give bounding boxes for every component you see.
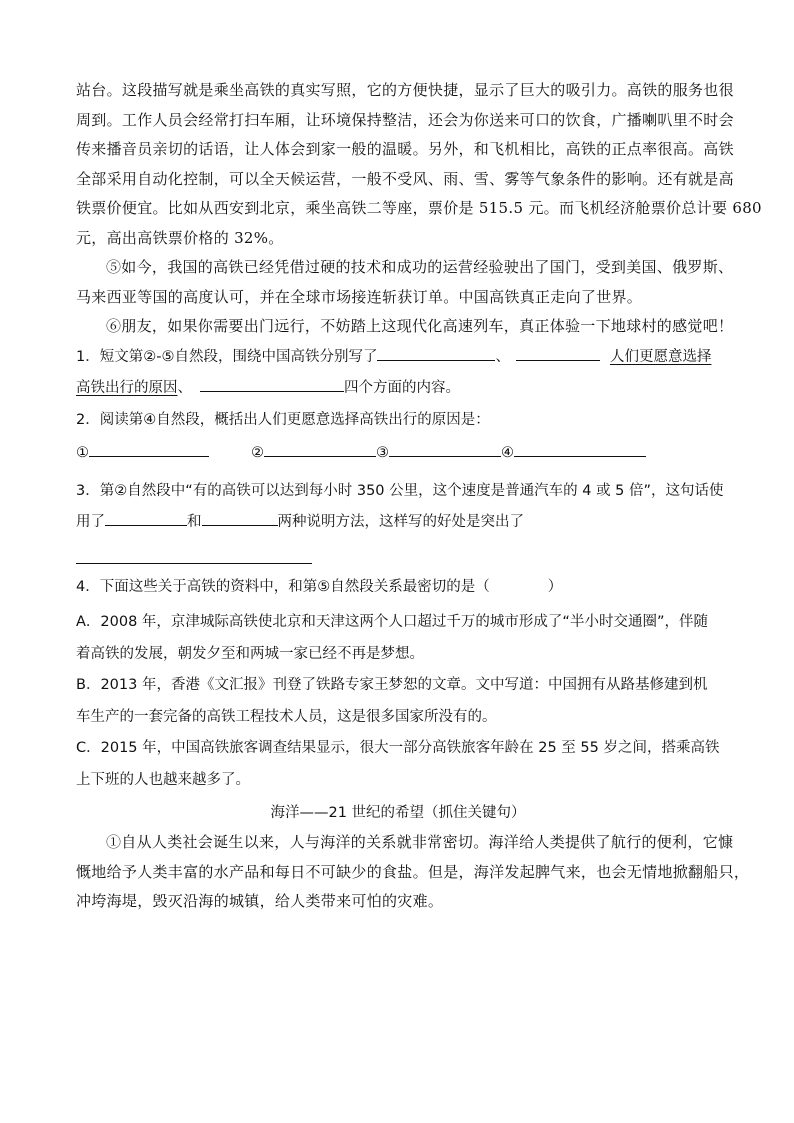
answer-blank[interactable] [389, 440, 501, 457]
passage-line: ①自从人类社会诞生以来，人与海洋的关系就非常密切。海洋给人类提供了航行的便利，它慷 [106, 833, 734, 851]
passage-2-title: 海洋——21 世纪的希望（抓住关键句） [270, 805, 526, 821]
passage-line: 全部采用自动化控制，可以全天候运营，一般不受风、雨、雪、雾等气象条件的影响。还有就是高 [76, 169, 734, 188]
question-3-cont [76, 507, 720, 539]
question-1 [76, 342, 720, 374]
question-3-text: 和 [187, 514, 202, 530]
passage-line: 元，高出高铁票价格的 32%。 [76, 228, 284, 247]
option-a[interactable]: A．2008 年，京津城际高铁使北京和天津这两个人口超过千万的城市形成了“半小时交通圈”，伴随 [76, 614, 708, 630]
question-3-text: 两种说明方法，这样写的好处是突出了 [277, 514, 524, 530]
passage-line: 冲垮海堤，毁灭沿海的城镇，给人类带来可怕的灾难。 [76, 892, 444, 910]
answer-mark-1: ① [76, 445, 89, 461]
answer-blank[interactable] [105, 509, 187, 526]
document-page [76, 76, 762, 917]
question-1-cont [76, 373, 720, 405]
passage-line: 慨地给予人类丰富的水产品和每日不可缺少的食盐。但是，海洋发起脾气来，也会无情地掀翻船只， [76, 862, 750, 881]
passage-paragraph-6: ⑥朋友，如果你需要出门远行，不妨踏上这现代化高速列车，真正体验一下地球村的感觉吧！ [106, 317, 734, 335]
answer-mark-2: ② [251, 445, 264, 461]
passage-line: 传来播音员亲切的话语，让人体会到家一般的温暖。另外，和飞机相比，高铁的正点率很高。高铁 [76, 140, 734, 158]
passage-line: 铁票价便宜。比如从西安到北京，乘坐高铁二等座，票价是 515.5 元。而飞机经济舱票价总计要 680 [76, 199, 762, 217]
passage-2-paragraph-1 [76, 828, 750, 917]
answer-blank[interactable] [264, 440, 376, 457]
answer-mark-4: ④ [501, 445, 514, 461]
question-2-answers [76, 438, 720, 470]
answer-blank[interactable] [516, 344, 600, 361]
passage-paragraph-4 [76, 76, 762, 253]
passage-line: 站台。这段描写就是乘坐高铁的真实写照，它的方便快捷，显示了巨大的吸引力。高铁的服务也很 [76, 81, 734, 99]
question-4: 4．下面这些关于高铁的资料中，和第⑤自然段关系最密切的是（ ） [76, 578, 563, 595]
option-a-cont: 着高铁的发展，朝发夕至和两城一家已经不再是梦想。 [76, 645, 424, 662]
answer-blank[interactable] [514, 440, 646, 457]
answer-blank[interactable] [89, 440, 209, 457]
question-3: 3．第②自然段中“有的高铁可以达到每小时 350 公里，这个速度是普通汽车的 4 或 5 倍”，这句话使 [76, 482, 724, 499]
question-1-text: 1．短文第②-⑤自然段，围绕中国高铁分别写了 [76, 348, 378, 365]
answer-blank[interactable] [202, 509, 278, 526]
given-answer-text: 人们更愿意选择 [609, 348, 712, 365]
given-answer-text: 高铁出行的原因 [76, 380, 178, 396]
separator: 、 [177, 380, 192, 396]
question-3-text: 用了 [76, 514, 105, 530]
option-c[interactable]: C．2015 年，中国高铁旅客调查结果显示，很大一部分高铁旅客年龄在 25 至 55 岁之间，搭乘高铁 [76, 740, 720, 756]
passage-line: 马来西亚等国的高度认可，并在全球市场接连斩获订单。中国高铁真正走向了世界。 [76, 287, 643, 306]
passage-line: 周到。工作人员会经常打扫车厢，让环境保持整洁，还会为你送来可口的饮食，广播喇叭里不时会 [76, 110, 734, 129]
passage-line: ⑤如今，我国的高铁已经凭借过硬的技术和成功的运营经验驶出了国门，受到美国、俄罗斯、 [106, 258, 734, 276]
option-b[interactable]: B．2013 年，香港《文汇报》刊登了铁路专家王梦恕的文章。文中写道：中国拥有从路基修建到机 [76, 677, 708, 693]
question-1-end: 四个方面的内容。 [344, 380, 460, 396]
passage-paragraph-5 [76, 253, 734, 312]
separator: 、 [495, 348, 510, 365]
option-b-cont: 车生产的一套完备的高铁工程技术人员，这是很多国家所没有的。 [76, 708, 497, 725]
answer-mark-3: ③ [376, 445, 389, 461]
answer-line[interactable] [76, 539, 312, 564]
answer-blank[interactable] [200, 375, 344, 392]
option-c-cont: 上下班的人也越来越多了。 [76, 771, 250, 788]
question-2: 2．阅读第④自然段，概括出人们更愿意选择高铁出行的原因是： [76, 411, 490, 428]
answer-blank[interactable] [377, 344, 495, 361]
